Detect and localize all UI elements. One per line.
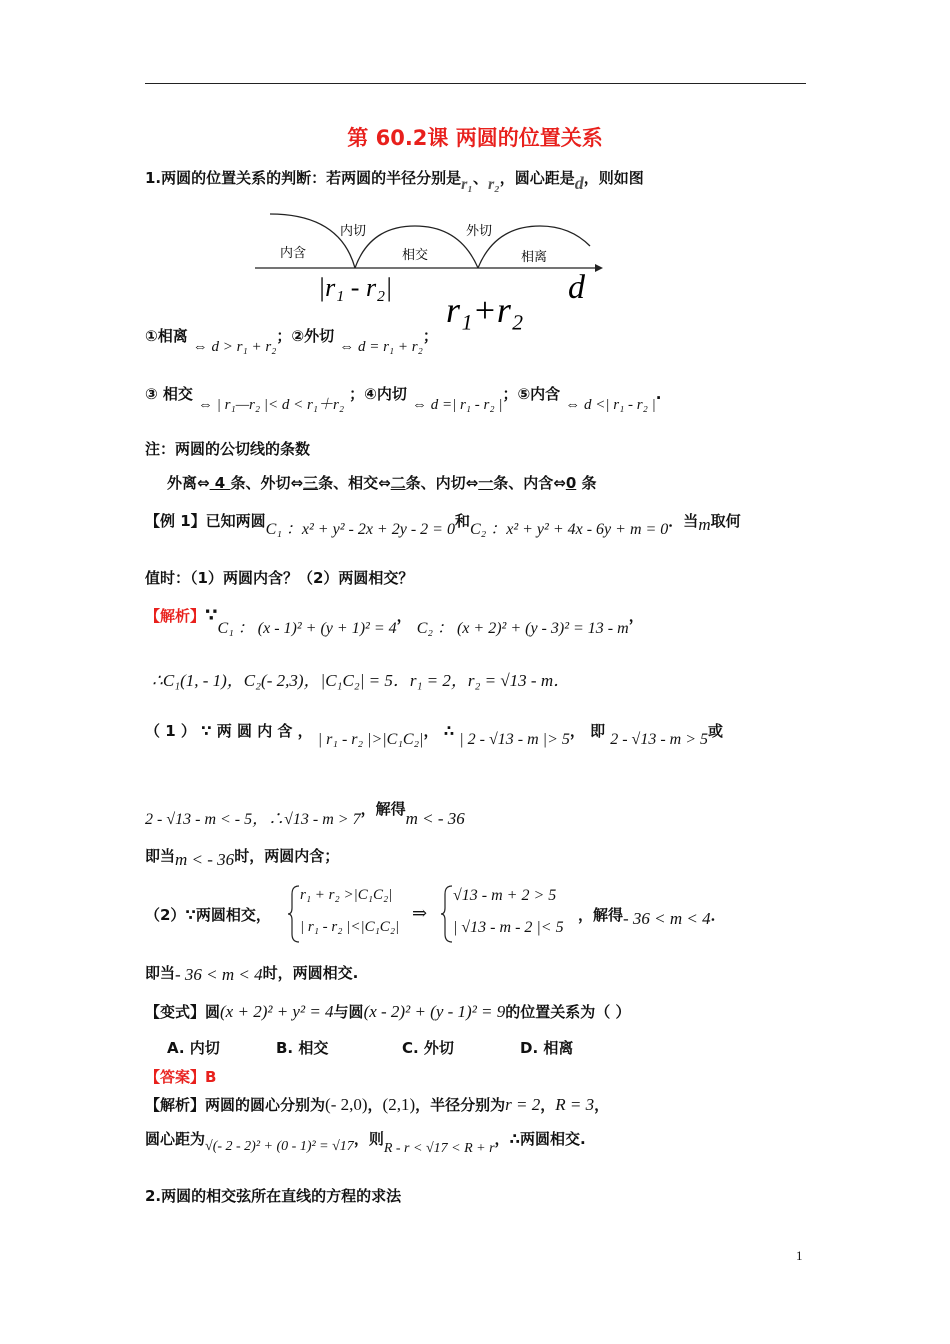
case-1-label: （ 1 ） ∵ 两 圆 内 含 ， — [145, 722, 313, 740]
case-2-cond-1: r₁ + r₂ >|C₁C₂| — [300, 887, 393, 903]
circle-c1-equation: C₁ ：x² + y² - 2x + 2y - 2 = 0 — [265, 521, 455, 538]
option-c: C. 外切 — [402, 1039, 454, 1057]
page-title: 第 60.2课 两圆的位置关系 — [347, 126, 603, 150]
case-2-cond-3: √13 - m + 2 > 5 — [453, 887, 557, 904]
cond-1-label: ①相离 — [145, 327, 188, 345]
variant-tail: 的位置关系为（ ） — [505, 1003, 631, 1021]
example-1-take: 取何 — [710, 512, 741, 530]
variant-circle-2: (x - 2)² + (y - 1)² = 9 — [363, 1002, 506, 1021]
variant-with: 与圆 — [333, 1003, 364, 1021]
or-text: 或 — [708, 722, 724, 740]
case-1-result: m < - 36 — [405, 809, 465, 828]
answer-tag: 【答案】 — [145, 1068, 206, 1086]
radius-R: R = 3 — [555, 1095, 595, 1114]
axis-label-d: d — [568, 269, 585, 306]
then-text: ，则 — [353, 1130, 384, 1148]
solution-tag: 【解析】 — [145, 607, 206, 625]
radii-text: ，半径分别为 — [415, 1096, 506, 1114]
note-seg: 条、外切⇔ — [230, 474, 304, 492]
solve-text: ，解得 — [360, 800, 406, 818]
case-2-cond-2: | r₁ - r₂ |<|C₁C₂| — [300, 919, 400, 935]
because-symbol: ∵ — [205, 605, 218, 626]
section-1-tail: ，则如图 — [583, 169, 644, 187]
header-rule — [145, 83, 806, 84]
note-seg: 条、相交⇔ — [318, 474, 391, 492]
page-number: 1 — [796, 1248, 803, 1263]
left-brace-1 — [287, 884, 301, 944]
c2-standard-form: C₂ ： (x + 2)² + (y - 3)² = 13 - m — [416, 620, 629, 637]
note-count: 4 — [209, 474, 231, 492]
circle-c2-equation: C₂ ：x² + y² + 4x - 6y + m = 0 — [469, 521, 669, 538]
solution-line-3 — [145, 720, 724, 748]
case-1-branch-a: 2 - √13 - m > 5 — [610, 731, 708, 748]
example-1-line — [145, 508, 741, 538]
comma: ， — [367, 1096, 383, 1114]
section-1-mid: ，圆心距是 — [499, 169, 575, 187]
section-1-line — [145, 167, 644, 193]
example-1-label: 【例 1】已知两圆 — [145, 512, 266, 530]
when-text: 即当 — [145, 964, 176, 982]
solution-line-2: ∴C₁(1, - 1)，C₂(- 2,3)，|C₁C₂| = 5．r₁ = 2，r₂ = √13 - m． — [152, 671, 571, 690]
answer-solution-line-1 — [145, 1094, 609, 1115]
r2-symbol: r₂ — [487, 176, 500, 193]
label-waiqie: 外切 — [466, 223, 493, 238]
case-2-conclusion: 时，两圆相交. — [262, 964, 359, 982]
label-xiangli: 相离 — [521, 249, 548, 264]
solve-text: ，解得 — [578, 906, 624, 924]
separator: 、 — [472, 169, 488, 187]
center-1: (- 2,0) — [325, 1095, 368, 1114]
case-2-result: - 36 < m < 4 — [623, 909, 711, 928]
c1-standard-form: C₁ ： (x - 1)² + (y + 1)² = 4 — [217, 620, 397, 637]
axis-arrow — [595, 264, 603, 272]
variant-circle-1: (x + 2)² + y² = 4 — [220, 1002, 334, 1021]
case-1-conclusion-cond: m < - 36 — [175, 850, 235, 869]
note-seg: 条 — [576, 474, 597, 492]
note-line — [167, 472, 597, 493]
distance-text: 圆心距为 — [145, 1130, 206, 1148]
answer-value: B — [205, 1068, 217, 1086]
note-title: 注：两圆的公切线的条数 — [145, 440, 311, 458]
answer-solution-line-2 — [145, 1128, 586, 1156]
position-diagram — [250, 212, 610, 342]
cond-5-end: . — [655, 385, 662, 403]
distance-expr: √(- 2 - 2)² + (0 - 1)² = √17 — [205, 1139, 354, 1154]
option-d: D. 相离 — [520, 1039, 574, 1057]
conditions-row-1 — [145, 325, 438, 355]
radius-r: r = 2 — [505, 1095, 541, 1114]
note-count: 三 — [303, 474, 319, 492]
cond-2-end: ； — [422, 327, 438, 345]
comma: ， — [540, 1096, 556, 1114]
case-2-solve — [578, 904, 726, 928]
label-neihan: 内含 — [280, 245, 307, 260]
cond-2-label: ；②外切 — [276, 327, 335, 345]
cond-3-label: ③ 相交 — [145, 385, 193, 403]
cond-3-expr: ⇔ | r₁—r₂ |< d < r₁＋r₂ — [198, 397, 345, 413]
case-2-conclusion-cond: - 36 < m < 4 — [175, 965, 263, 984]
case-2-cond-4: | √13 - m - 2 |< 5 — [453, 919, 564, 936]
center-2: (2,1) — [382, 1095, 416, 1114]
left-brace-2 — [440, 884, 454, 944]
mark-difference: |r₁ - r₂| — [318, 273, 393, 302]
option-b: B. 相交 — [276, 1039, 329, 1057]
variant-label: 【变式】圆 — [145, 1003, 221, 1021]
solution-line-7 — [145, 962, 358, 983]
option-a: A. 内切 — [167, 1039, 220, 1057]
answer-conclusion: ，∴两圆相交. — [494, 1130, 586, 1148]
example-1-when: ．当 — [668, 512, 699, 530]
cond-5-expr: ⇔ d <| r₁ - r₂ | — [565, 397, 656, 413]
note-seg: 条、内含⇔ — [493, 474, 566, 492]
case-2-label: （2）∵两圆相交， — [145, 906, 271, 924]
example-1-and: 和 — [454, 512, 470, 530]
d-symbol: d — [574, 173, 584, 193]
cond-4-label: ；④内切 — [349, 385, 407, 403]
comma: ， — [396, 607, 412, 625]
namely-text: ， 即 — [569, 722, 606, 740]
note-seg: 外离⇔ — [167, 474, 210, 492]
case-1-branch-b: 2 - √13 - m < - 5 — [145, 811, 253, 828]
cond-1-expr: ⇔ d > r₁ + r₂ — [192, 339, 277, 355]
variant-line — [145, 1001, 631, 1022]
note-count: 0 — [565, 474, 577, 492]
case-1-condition: | r₁ - r₂ |>|C₁C₂| — [317, 731, 424, 748]
comma: ， — [628, 607, 644, 625]
note-count: 二 — [390, 474, 406, 492]
implies-symbol: ⇒ — [412, 903, 428, 923]
period: ． — [710, 906, 726, 924]
label-neiqie: 内切 — [340, 223, 367, 238]
case-1-abs: | 2 - √13 - m |> 5 — [459, 731, 570, 748]
solution-line-5 — [145, 845, 340, 869]
solution-line-4 — [145, 796, 465, 828]
conditions-row-2 — [145, 383, 662, 413]
cond-2-expr: ⇔ d = r₁ + r₂ — [339, 339, 423, 355]
compare-expr: R - r < √17 < R + r — [383, 1141, 495, 1156]
therefore-symbol: ， ∴ — [423, 722, 455, 740]
answer-line — [145, 1066, 216, 1087]
note-seg: 条、内切⇔ — [405, 474, 479, 492]
example-1-question: 值时：（1）两圆内含？（2）两圆相交？ — [145, 569, 414, 587]
label-xiangjiao: 相交 — [402, 247, 429, 262]
section-2-heading: 2.两圆的相交弦所在直线的方程的求法 — [145, 1187, 402, 1205]
centers-text: 两圆的圆心分别为 — [205, 1096, 326, 1114]
when-text: 即当 — [145, 847, 176, 865]
cond-5-label: ；⑤内含 — [502, 385, 561, 403]
mark-sum: r₁+r₂ — [446, 290, 524, 330]
case-1-sqrt-bound: ，∴√13 - m > 7 — [252, 811, 361, 828]
cond-4-expr: ⇔ d =| r₁ - r₂ | — [411, 397, 503, 413]
answer-solution-tag: 【解析】 — [145, 1096, 206, 1114]
solution-line-1 — [145, 603, 644, 637]
comma: ， — [594, 1096, 610, 1114]
m-symbol: m — [698, 515, 711, 534]
section-1-lead: 1.两圆的位置关系的判断：若两圆的半径分别是 — [145, 169, 462, 187]
case-1-conclusion: 时，两圆内含； — [234, 847, 340, 865]
r1-symbol: r₁ — [461, 176, 473, 193]
note-count: 一 — [478, 474, 494, 492]
